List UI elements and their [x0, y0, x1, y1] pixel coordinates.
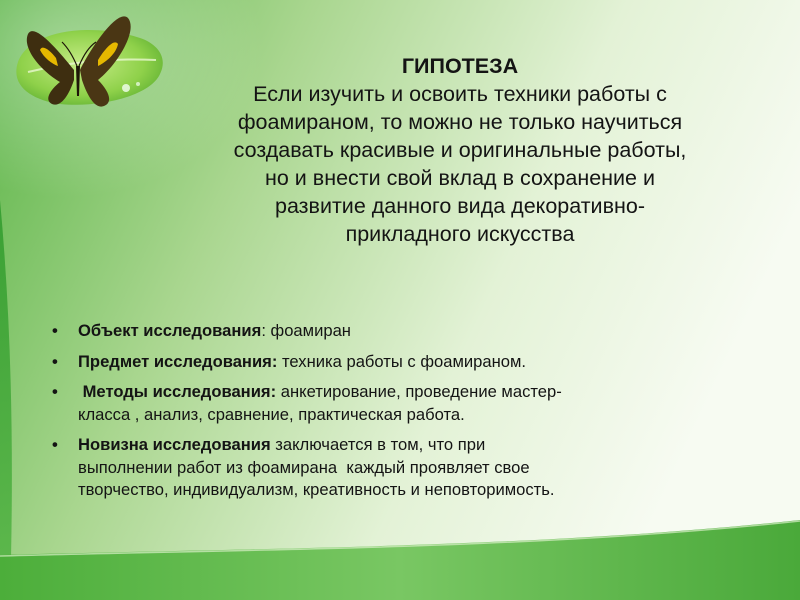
hypothesis-line: но и внести свой вклад в сохранение и [264, 166, 655, 190]
bullet-research-subject [48, 351, 748, 374]
bullet-line: творчество, индивидуализм, креативность и неповторимость. [78, 480, 555, 499]
bullet-line: класса , анализ, сравнение, практическая работа. [78, 404, 465, 424]
slide-title: ГИПОТЕЗА [401, 54, 519, 78]
bullet-text: заключается в том, что при [275, 435, 486, 454]
hypothesis-line: прикладного искусства [345, 222, 575, 246]
butterfly-on-leaf-icon [0, 0, 170, 120]
bullet-label: Методы исследования: [78, 382, 277, 401]
bullet-line [78, 434, 748, 457]
hypothesis-line: развитие данного вида декоративно- [275, 194, 645, 218]
bullet-label: Новизна исследования [78, 435, 271, 454]
bullet-research-novelty [48, 434, 748, 502]
hypothesis-block [150, 52, 770, 248]
water-drop [136, 82, 140, 86]
bullet-line [78, 320, 748, 343]
hypothesis-line: Если изучить и освоить техники работы с [253, 82, 667, 106]
research-bullet-list [48, 320, 748, 510]
bullet-label: Предмет исследования: [78, 351, 278, 371]
bullet-research-methods [48, 381, 748, 426]
bullet-text: фоамиран [270, 321, 351, 340]
bullet-dot-icon: • [52, 435, 58, 454]
bullet-line [78, 351, 748, 374]
bullet-dot-icon: • [52, 382, 58, 401]
bullet-text: анкетирование, проведение мастер- [280, 382, 562, 401]
hypothesis-line: фоамираном, то можно не только научиться [237, 110, 683, 134]
bullet-text: техника работы с фоамираном. [282, 351, 526, 371]
bullet-separator: : [261, 321, 271, 340]
bullet-line [78, 381, 748, 404]
bullet-research-object [48, 320, 748, 343]
bullet-dot-icon: • [52, 321, 58, 340]
bullet-line: выполнении работ из фоамирана каждый проявляет свое [78, 457, 530, 477]
hypothesis-line: создавать красивые и оригинальные работы, [233, 138, 687, 162]
bullet-label: Объект исследования [78, 321, 262, 340]
water-drop [122, 84, 130, 92]
bullet-dot-icon: • [52, 351, 58, 371]
